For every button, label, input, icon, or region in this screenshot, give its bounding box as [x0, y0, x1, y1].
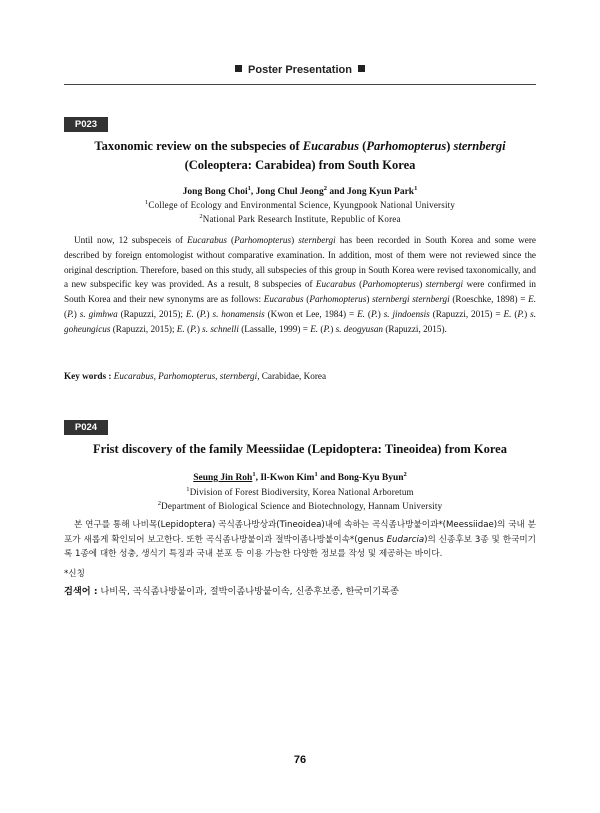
- header-divider: [64, 84, 536, 85]
- abstract-text-run: (: [184, 323, 191, 334]
- abstract-text-run: (: [364, 308, 371, 319]
- header-label: Poster Presentation: [248, 64, 352, 76]
- abstract-text-run: , Carabidae, Korea: [257, 371, 327, 381]
- poster-id-badge: P024: [64, 420, 108, 435]
- affiliation: $^1$Division of Forest Biodiversity, Korea National Arboretum: [186, 486, 414, 497]
- abstract-text-run: (Kwon et Lee, 1984) =: [264, 308, 358, 319]
- author-list: Jong Bong Choi$^1$, Jong Chul Jeong$^2$ and Jong Kyun Park$^1$: [182, 185, 418, 198]
- abstract-text-run: (Rapuzzi, 2015) =: [429, 308, 504, 319]
- abstract-text-run: sternbergi: [298, 235, 336, 245]
- poster-title: Taxonomic review on the subspecies of Eucarabus (Parhomopterus) sternbergi (Coleoptera: Carabidea) from South Korea: [94, 139, 506, 172]
- abstract-text-run: (Rapuzzi, 2015);: [110, 323, 177, 334]
- abstract-text-run: ): [419, 279, 426, 290]
- abstract-text-run: ): [366, 294, 373, 305]
- abstract-text-run: (: [355, 279, 363, 290]
- abstract-text-run: (Rapuzzi, 2015);: [117, 308, 186, 319]
- abstract-text-run: P.: [517, 308, 525, 319]
- abstract-text-run: ): [206, 308, 213, 319]
- abstract-text-run: s. goheungicus: [64, 308, 537, 334]
- abstract-text-run: (: [193, 308, 200, 319]
- author-name: Bong-Kyu Byun: [337, 473, 404, 484]
- abstract-text-run: ,: [215, 371, 220, 381]
- square-bullet-icon: [235, 65, 242, 72]
- poster-title: Frist discovery of the family Meessiidae (Lepidoptera: Tineoidea) from Korea: [93, 442, 507, 456]
- abstract-text-run: Eucarabus: [315, 279, 356, 290]
- abstract-text-run: ): [196, 323, 203, 334]
- abstract-text-run: Eucarabus: [263, 294, 304, 305]
- keywords-text: 나비목, 곡식좀나방붙이과, 절박이좀나방붙이속, 신종후보종, 한국미기록종: [97, 586, 399, 597]
- abstract-text-run: s. jindoensis: [383, 308, 430, 319]
- keywords: [64, 369, 536, 383]
- abstract-text-run: (: [226, 235, 235, 245]
- abstract-text-run: ): [291, 235, 299, 245]
- author-name: Il-Kwon Kim: [260, 473, 315, 484]
- abstract-text-run: ): [524, 308, 531, 319]
- abstract-text-run: s. schnelli: [202, 323, 239, 334]
- keywords-label: Key words :: [64, 371, 112, 381]
- abstract-text-run: s. gimhwa: [79, 308, 118, 319]
- abstract-text-run: E.: [310, 323, 319, 334]
- abstract-text-run: Parhomopterus: [158, 371, 216, 381]
- square-bullet-icon: [358, 65, 365, 72]
- abstract-text-run: sternbergi: [219, 371, 258, 381]
- abstract-text-run: Parhomopterus: [309, 294, 367, 305]
- abstract-text-run: has been recorded in South Korea and some were described by foreign entomologist without comparative examination. In addition, most of them were not reviewed since the original description. Therefore, based on this study, all subspecies of this group in South Korea were revised taxonomically, and a new subspecific key was provided. As a result, 8 subspecies of: [64, 235, 536, 290]
- abstract-text-run: E.: [528, 294, 536, 305]
- abstract-text-run: (: [303, 294, 310, 305]
- affiliation-list: [64, 484, 536, 512]
- abstract-text-run: s. deogyusan: [335, 323, 384, 334]
- abstract-text-run: )의 신종후보 3종 및 한국미기록 1종에 대한 성충, 생식기 특징과 국내 분포 등 이용 가능한 다양한 정보를 작성 및 제공하는 바이다.: [64, 534, 536, 559]
- author-name: Seung Jin Roh: [193, 473, 253, 484]
- abstract-text-run: (Lassalle, 1999) =: [238, 323, 311, 334]
- affiliation: $^2$Department of Biological Science and Biotechnology, Hannam University: [157, 500, 443, 511]
- abstract-text-run: E.: [357, 308, 365, 319]
- abstract-text-run: Eucarabus: [187, 235, 227, 245]
- abstract-text-run: ): [73, 308, 80, 319]
- abstract-text-run: Parhomopterus: [362, 279, 420, 290]
- affiliation-list: [64, 197, 536, 225]
- abstract-text-run: sternbergi: [425, 279, 464, 290]
- abstract-text-run: P.: [323, 323, 331, 334]
- abstract-text-run: E.: [185, 308, 194, 319]
- page-number: 76: [293, 754, 307, 766]
- abstract-text-run: ): [330, 323, 336, 334]
- abstract-text-run: P.: [199, 308, 207, 319]
- abstract-text-run: Parhomopterus: [234, 235, 292, 245]
- abstract-text-run: (: [511, 308, 518, 319]
- author-name: Jong Bong Choi: [182, 187, 248, 198]
- running-header: [64, 64, 536, 76]
- affiliation: $^1$College of Ecology and Environmental Science, Kyungpook National University: [144, 199, 456, 210]
- author-name: Jong Chul Jeong: [255, 187, 324, 198]
- abstract-text-run: P.: [370, 308, 378, 319]
- abstract-text-run: P.: [67, 308, 74, 319]
- abstract-text-run: 본 연구를 통해 나비목(Lepidoptera) 곡식좀나방상과(Tineoidea)내에 속하는 곡식좀나방붙이과*(Meessiidae)의 국내 분포가 새롭게 확인되어 보고한다. 또한 곡식좀나방붙이과 절박이좀나방붙이속*(genus: [64, 520, 536, 545]
- abstract-text-run: (Rapuzzi, 2015).: [383, 323, 447, 334]
- keywords: [64, 585, 536, 599]
- author-list: Seung Jin Roh$^1$, Il-Kwon Kim$^1$ and Bong-Kyu Byun$^2$: [193, 471, 407, 484]
- abstract-text-run: P.: [190, 323, 197, 334]
- abstract-text-run: E.: [503, 308, 512, 319]
- abstract: [64, 233, 536, 337]
- abstract-text-run: ): [377, 308, 384, 319]
- abstract-text-run: sternbergi sternbergi: [372, 294, 450, 305]
- footnote: *신칭: [64, 569, 85, 579]
- abstract-text-run: E.: [176, 323, 185, 334]
- poster-id-badge: P023: [64, 117, 108, 132]
- abstract-text-run: were confirmed in South Korea and their new synonyms are as follows:: [64, 279, 536, 305]
- abstract-text-run: Eucarabus: [113, 371, 154, 381]
- abstract-text-run: Eudarcia: [386, 534, 425, 545]
- abstract-text-run: Until now, 12 subspeceis of: [74, 235, 188, 245]
- abstract: [64, 518, 536, 562]
- abstract-text-run: (Roeschke, 1898) =: [449, 294, 529, 305]
- keywords-label: 검색어 :: [64, 586, 98, 597]
- abstract-text-run: (: [318, 323, 324, 334]
- affiliation: $^2$National Park Research Institute, Republic of Korea: [199, 213, 401, 224]
- author-name: Jong Kyun Park: [347, 187, 415, 198]
- abstract-text-run: (: [64, 308, 68, 319]
- abstract-text-run: s. honamensis: [212, 308, 265, 319]
- abstract-text-run: ,: [153, 371, 159, 381]
